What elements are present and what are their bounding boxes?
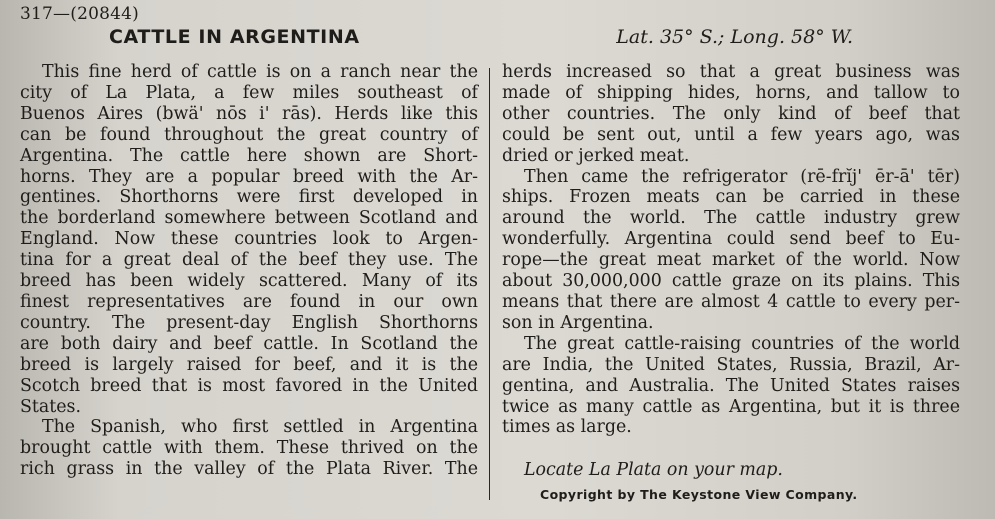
text-line: made of shipping hides, horns, and tallow to	[502, 82, 960, 103]
left-column	[20, 62, 478, 480]
text-line: around the world. The cattle industry grew	[502, 208, 960, 229]
text-line: are India, the United States, Russia, Brazil, Ar-	[502, 354, 960, 375]
text-line: England. Now these countries look to Argen-	[20, 229, 478, 250]
text-line: country. The present-day English Shorthorns	[20, 312, 478, 333]
coordinates: Lat. 35° S.; Long. 58° W.	[616, 26, 853, 48]
page-title: CATTLE IN ARGENTINA	[109, 26, 360, 48]
locate-instruction: Locate La Plata on your map.	[524, 460, 783, 480]
text-line: son in Argentina.	[502, 312, 654, 333]
text-line: States.	[20, 396, 82, 417]
text-line: breed is largely raised for beef, and it is the	[20, 354, 478, 375]
text-line: twice as many cattle as Argentina, but it is three	[502, 396, 960, 417]
text-line: times as large.	[502, 417, 632, 438]
text-line: The Spanish, who first settled in Argentina	[42, 417, 478, 438]
text-line: rope—the great meat market of the world. Now	[502, 250, 960, 271]
text-line: could be sent out, until a few years ago, was	[502, 124, 960, 145]
text-line: dried or jerked meat.	[502, 145, 690, 166]
text-line: ships. Frozen meats can be carried in these	[502, 187, 960, 208]
text-line: other countries. The only kind of beef that	[502, 103, 960, 124]
text-line: horns. They are a popular breed with the Ar-	[20, 166, 478, 187]
text-line: are both dairy and beef cattle. In Scotland the	[20, 333, 478, 354]
text-line: means that there are almost 4 cattle to every per-	[502, 291, 960, 312]
text-line: wonderfully. Argentina could send beef to Eu-	[502, 229, 960, 250]
text-line: tina for a great deal of the beef they use. The	[20, 250, 478, 271]
text-line: brought cattle with them. These thrived on the	[20, 438, 478, 459]
text-line: the borderland somewhere between Scotland and	[20, 208, 478, 229]
column-divider	[489, 68, 490, 500]
text-line: This fine herd of cattle is on a ranch near the	[42, 62, 478, 82]
text-line: Argentina. The cattle here shown are Short-	[20, 145, 478, 166]
text-line: herds increased so that a great business was	[502, 62, 960, 82]
text-line: breed has been widely scattered. Many of its	[20, 271, 478, 292]
text-line: The great cattle-raising countries of the world	[524, 333, 960, 354]
catalog-number: 317—(20844)	[20, 4, 139, 24]
text-line: gentines. Shorthorns were first developed in	[20, 187, 478, 208]
text-line: rich grass in the valley of the Plata River. The	[20, 459, 478, 480]
text-line: Buenos Aires (bwä' nōs i' rās). Herds like this	[20, 103, 478, 124]
text-line: Scotch breed that is most favored in the United	[20, 375, 478, 396]
right-column	[502, 62, 960, 438]
text-line: about 30,000,000 cattle graze on its plains. This	[502, 271, 960, 292]
text-line: city of La Plata, a few miles southeast of	[20, 82, 478, 103]
text-line: Then came the refrigerator (rē-frĭj' ēr-ā' tēr)	[524, 166, 960, 187]
text-line: can be found throughout the great country of	[20, 124, 478, 145]
copyright-notice: Copyright by The Keystone View Company.	[540, 487, 858, 502]
text-line: finest representatives are found in our own	[20, 291, 478, 312]
text-line: gentina, and Australia. The United States raises	[502, 375, 960, 396]
